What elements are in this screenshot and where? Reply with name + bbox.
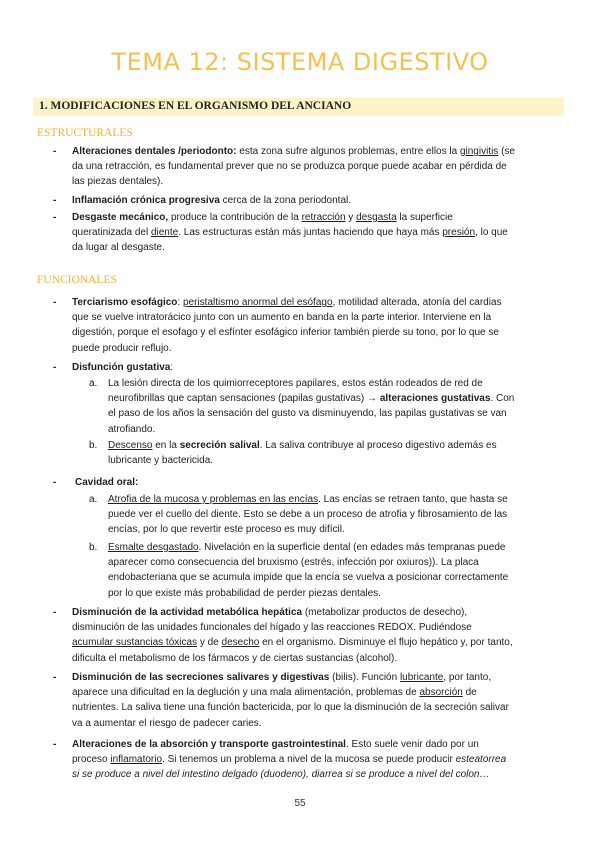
bullet-dash: - <box>53 362 57 373</box>
subitem-esmalte-desgastado: Esmalte desgastado. Nivelación en la superficie dental (en edades más tempranas puede aparecer como consecuencia del bruxismo (estrés, infección por oxiuros)). La placa endobacteriana que se acumula impide que la encía se vuelva a posicionar correctamente por lo que existe más probabilidad de perder piezas dentales. <box>108 542 509 599</box>
page-title: TEMA 12: SISTEMA DIGESTIVO <box>111 48 489 76</box>
subitem-secrecion-salival: Descenso en la secreción salival. La saliva contribuye al proceso digestivo además es lubricante y bactericida. <box>108 440 497 467</box>
page-number: 55 <box>294 798 306 809</box>
section-heading: 1. MODIFICACIONES EN EL ORGANISMO DEL ANCIANO <box>39 100 352 112</box>
item-cavidad-oral: Cavidad oral: <box>75 477 139 488</box>
item-alteraciones-dentales: Alteraciones dentales /periodonto: esta zona sufre algunos problemas, entre ellos la gingivitis (se da una retracción, es fundamental prever que no se produzca porque puede acabar en pérdida de las piezas dentales). <box>72 146 515 188</box>
item-desgaste-mecanico: Desgaste mecánico, produce la contribución de la retracción y desgasta la superficie queratinizada del diente. Las estructuras están más juntas haciendo que haya más presión, lo que da lugar al desgaste. <box>72 212 508 254</box>
item-actividad-hepatica: Disminución de la actividad metabólica hepática (metabolizar productos de desecho), disminución de las unidades funcionales del hígado y las reacciones REDOX. Pudiéndose acumular sustancias tóxicas y de desecho en el organismo. Disminuye el flujo hepático y, por tanto, dificulta el metabolismo de los fármacos y de ciertas sustancias (alcohol). <box>72 607 513 664</box>
bullet-dash: - <box>53 146 57 157</box>
list-letter: b. <box>89 440 98 451</box>
list-letter: a. <box>89 494 98 505</box>
subitem-quimiorreceptores: La lesión directa de los quimiorreceptores papilares, estos están rodeados de red de neurofibrillas que captan sensaciones (papilas gustativas) → alteraciones gustativas. Con el paso de los años la sensación del gusto va disminuyendo, las papilas gustativas se van atrofiando. <box>108 378 515 435</box>
list-letter: a. <box>89 378 98 389</box>
bullet-dash: - <box>53 607 57 618</box>
bullet-dash: - <box>53 477 57 488</box>
bullet-dash: - <box>53 672 57 683</box>
subitem-atrofia-mucosa: Atrofia de la mucosa y problemas en las encías. Las encías se retraen tanto, que hasta se puede ver el cuello del diente. Esto se debe a un proceso de atrofia y fibrosamiento de las encías, por lo que revertir este proceso es muy difícil. <box>108 494 508 536</box>
item-inflamacion-cronica: Inflamación crónica progresiva cerca de la zona periodontal. <box>72 195 352 206</box>
list-letter: b. <box>89 542 98 553</box>
item-disfuncion-gustativa: Disfunción gustativa: <box>72 362 174 373</box>
bullet-dash: - <box>53 739 57 750</box>
subheading-funcionales: FUNCIONALES <box>37 274 117 286</box>
bullet-dash: - <box>53 195 57 206</box>
item-terciarismo-esofagico: Terciarismo esofágico: peristaltismo anormal del esófago, motilidad alterada, atonía del cardias que se vuelve intratorácico junto con un aumento en banda en la parte interior. Interviene en la digestión, porque el esofago y el esfínter esofágico inferior también pierde su tono, por lo que se puede producir reflujo. <box>72 297 502 354</box>
bullet-dash: - <box>53 297 57 308</box>
item-secreciones-salivares: Disminución de las secreciones salivares y digestivas (bilis). Función lubricante, por tanto, aparece una dificultad en la deglución y una mala alimentación, problemas de absorción de nutrientes. La saliva tiene una función bactericida, por lo que la disminución de la secreción salivar va a aumentar el riesgo de padecer caries. <box>72 672 509 729</box>
bullet-dash: - <box>53 212 57 223</box>
subheading-estructurales: ESTRUCTURALES <box>37 127 133 139</box>
item-absorcion-transporte: Alteraciones de la absorción y transporte gastrointestinal. Esto suele venir dado por un proceso inflamatorio. Si tenemos un problema a nivel de la mucosa se puede producir esteatorrea si se produce a nivel del intestino delgado (duodeno), diarrea si se produce a nivel del colon… <box>72 739 507 781</box>
